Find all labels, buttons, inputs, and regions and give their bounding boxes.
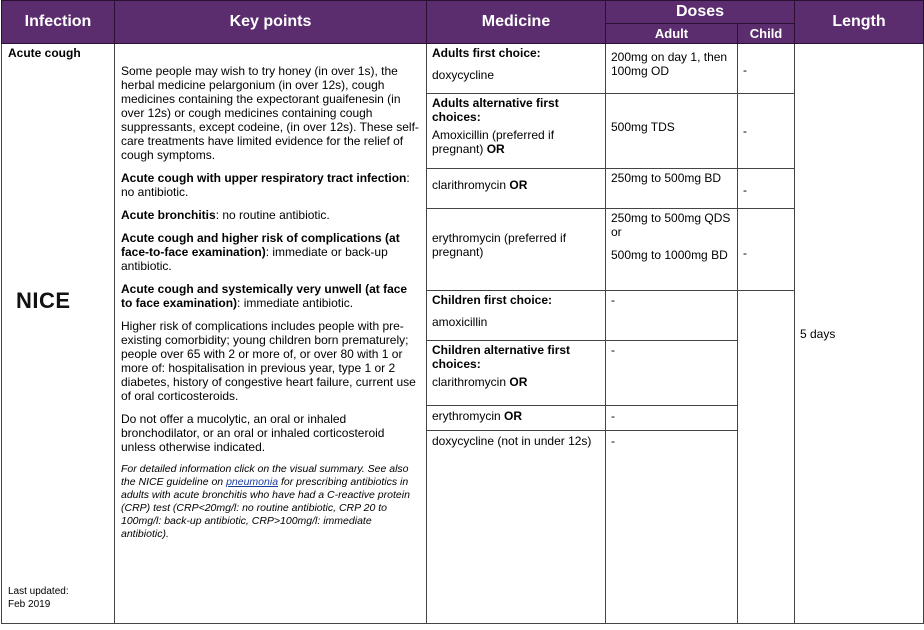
child-dose-row-1: - <box>738 44 795 94</box>
header-length: Length <box>795 1 924 44</box>
infection-name: Acute cough <box>8 46 81 60</box>
child-dose-row-2: - <box>738 94 795 169</box>
child-dose-row-3: - <box>738 169 795 209</box>
adult-dose-row-3: 250mg to 500mg BD <box>606 169 738 209</box>
adult-dose-row-7: - <box>606 406 738 431</box>
medicine-row-7: erythromycin OR <box>427 406 606 431</box>
medicine-row-4: erythromycin (preferred if pregnant) <box>427 209 606 291</box>
medicine-row-3: clarithromycin OR <box>427 169 606 209</box>
header-child: Child <box>738 24 795 44</box>
medicine-row-6: Children alternative first choices: clarithromycin OR <box>427 341 606 406</box>
header-medicine: Medicine <box>427 1 606 44</box>
child-dose-row-4: - <box>738 209 795 291</box>
adult-dose-row-5: - <box>606 291 738 341</box>
length-cell: 5 days <box>795 44 924 624</box>
adult-dose-row-6: - <box>606 341 738 406</box>
header-doses: Doses <box>606 1 795 24</box>
adult-dose-row-1: 200mg on day 1, then 100mg OD <box>606 44 738 94</box>
last-updated: Last updated: Feb 2019 <box>8 586 69 610</box>
child-dose-empty <box>738 291 795 624</box>
key-point-higher-risk: Acute cough and higher risk of complications (at face-to-face examination): immediate or back-up antibiotic. <box>121 231 400 273</box>
adult-dose-row-2: 500mg TDS <box>606 94 738 169</box>
medicine-row-5: Children first choice: amoxicillin <box>427 291 606 341</box>
header-adult: Adult <box>606 24 738 44</box>
antibiotic-guidance-table <box>1 0 924 624</box>
header-key-points: Key points <box>115 1 427 44</box>
key-point-bronchitis: Acute bronchitis: no routine antibiotic. <box>121 208 330 222</box>
pneumonia-link[interactable]: pneumonia <box>226 476 279 488</box>
medicine-row-1: Adults first choice: doxycycline <box>427 44 606 94</box>
adult-dose-row-4: 250mg to 500mg QDS or 500mg to 1000mg BD <box>606 209 738 291</box>
key-point-note: For detailed information click on the visual summary. See also the NICE guideline on pneumonia for prescribing antibiotics in adults with acute bronchitis who have had a C-reactive protein (CRP) test (CRP<20mg/l: no routine antibiotic, CRP 20 to 100mg/l: back-up antibiotic, CRP>100mg/l: immediate antibiotic). <box>121 463 410 540</box>
key-point-do-not-offer: Do not offer a mucolytic, an oral or inhaled bronchodilator, or an oral or inhaled corticosteroid unless otherwise indicated. <box>121 412 385 454</box>
header-infection: Infection <box>2 1 115 44</box>
key-point-very-unwell: Acute cough and systemically very unwell (at face to face examination): immediate antibiotic. <box>121 282 408 310</box>
adult-dose-row-8: - <box>606 431 738 624</box>
medicine-row-2: Adults alternative first choices: Amoxicillin (preferred if pregnant) OR <box>427 94 606 169</box>
key-point-risk-definition: Higher risk of complications includes people with pre-existing comorbidity; young children born prematurely; people over 65 with 2 or more of, or over 80 with 1 or more of: hospitalisation in previous year, type 1 or 2 diabetes, history of congestive heart failure, current use of oral corticosteroids. <box>121 319 416 403</box>
infection-cell <box>2 44 115 624</box>
medicine-row-8: doxycycline (not in under 12s) <box>427 431 606 624</box>
key-point-self-care: Some people may wish to try honey (in over 1s), the herbal medicine pelargonium (in over 12s), cough medicines containing the expectorant guaifenesin (in over 12s) or cough medicines containing cough suppressants, except codeine, (in over 12s). These self-care treatments have limited evidence for the relief of cough symptoms. <box>121 64 419 162</box>
key-point-urti: Acute cough with upper respiratory tract infection: no antibiotic. <box>121 171 410 199</box>
key-points-cell <box>115 44 427 624</box>
nice-logo: NICE <box>16 288 71 313</box>
